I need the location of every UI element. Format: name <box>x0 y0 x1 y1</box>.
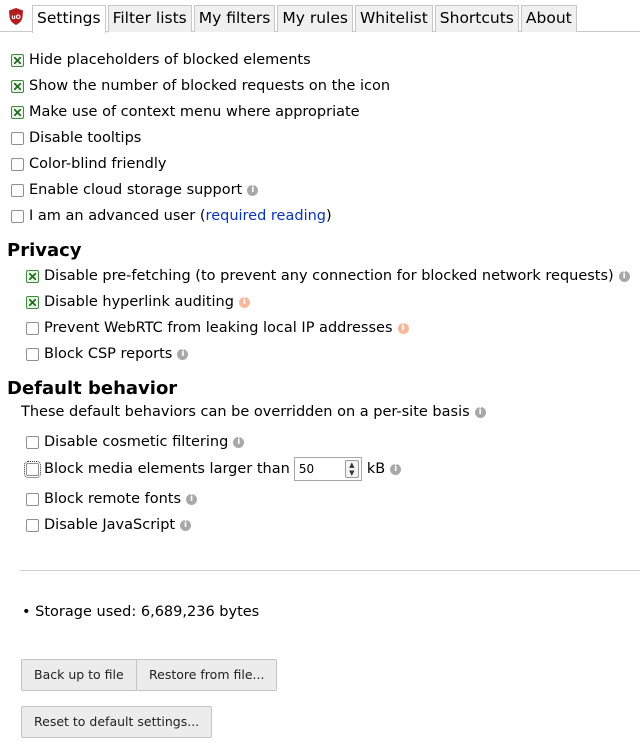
info-icon[interactable]: i <box>390 464 401 475</box>
tab-about[interactable]: About <box>521 5 577 32</box>
setting-label: Color-blind friendly <box>29 156 167 172</box>
setting-label: Enable cloud storage support <box>29 182 243 198</box>
setting-javascript <box>26 515 191 535</box>
disable-tooltips-checkbox[interactable] <box>11 132 24 145</box>
reset-button[interactable]: Reset to default settings... <box>21 706 212 738</box>
tab-settings[interactable]: Settings <box>32 5 106 33</box>
csp-reports-checkbox[interactable] <box>26 348 39 361</box>
setting-label: Disable cosmetic filtering <box>44 434 229 450</box>
media-size-unit: kB <box>366 461 386 477</box>
section-divider <box>20 570 640 571</box>
required-reading-link[interactable]: required reading <box>205 208 326 224</box>
cosmetic-filtering-checkbox[interactable] <box>26 436 39 449</box>
setting-label: Block media elements larger than <box>44 461 290 477</box>
spinner-control[interactable] <box>345 460 359 478</box>
setting-label: Disable hyperlink auditing <box>44 294 234 310</box>
tab-filter-lists[interactable]: Filter lists <box>108 5 192 32</box>
default-behavior-note <box>21 404 486 420</box>
backup-button[interactable]: Back up to file <box>21 659 137 691</box>
setting-label: Disable pre-fetching (to prevent any connection for blocked network requests) <box>44 268 614 284</box>
tab-my-filters[interactable]: My filters <box>194 5 276 32</box>
info-icon[interactable]: i <box>233 437 244 448</box>
warning-info-icon[interactable]: i <box>398 323 409 334</box>
setting-label: Block CSP reports <box>44 346 173 362</box>
setting-label: Disable tooltips <box>29 130 142 146</box>
tab-my-rules[interactable]: My rules <box>277 5 353 32</box>
spinner-down-icon[interactable]: ▼ <box>349 468 355 477</box>
webrtc-checkbox[interactable] <box>26 322 39 335</box>
setting-disable-tooltips <box>11 128 141 148</box>
advanced-user-checkbox[interactable] <box>11 210 24 223</box>
info-icon[interactable]: i <box>180 520 191 531</box>
remote-fonts-checkbox[interactable] <box>26 493 39 506</box>
info-icon[interactable]: i <box>186 494 197 505</box>
setting-cloud-storage <box>11 180 258 200</box>
context-menu-checkbox[interactable] <box>11 106 24 119</box>
privacy-heading: Privacy <box>7 240 82 261</box>
media-size-value: 50 <box>298 462 315 476</box>
setting-label: Show the number of blocked requests on the icon <box>29 78 391 94</box>
show-blocked-count-checkbox[interactable] <box>11 80 24 93</box>
setting-color-blind <box>11 154 166 174</box>
disable-prefetching-checkbox[interactable] <box>26 270 39 283</box>
cloud-storage-checkbox[interactable] <box>11 184 24 197</box>
svg-text:uO: uO <box>11 14 21 21</box>
tab-shortcuts[interactable]: Shortcuts <box>435 5 519 32</box>
setting-label: Block remote fonts <box>44 491 182 507</box>
setting-label-suffix: ) <box>326 208 332 224</box>
setting-cosmetic-filtering <box>26 432 244 452</box>
setting-hyperlink-auditing <box>26 292 250 312</box>
setting-webrtc <box>26 318 409 338</box>
setting-remote-fonts <box>26 489 197 509</box>
setting-label: I am an advanced user ( <box>29 208 206 224</box>
warning-info-icon[interactable]: i <box>239 297 250 308</box>
ublock-shield-icon <box>8 8 24 25</box>
setting-label: Make use of context menu where appropriate <box>29 104 360 120</box>
setting-label: Hide placeholders of blocked elements <box>29 52 311 68</box>
bullet-icon: • <box>22 604 31 620</box>
storage-used <box>22 604 259 620</box>
info-icon[interactable]: i <box>619 271 630 282</box>
spinner-up-icon[interactable]: ▲ <box>349 460 355 469</box>
restore-button[interactable]: Restore from file... <box>136 659 277 691</box>
tab-bar <box>0 0 640 32</box>
setting-hide-placeholders <box>11 50 311 70</box>
setting-show-blocked-count <box>11 76 390 96</box>
note-text: These default behaviors can be overridden on a per-site basis <box>21 404 470 420</box>
setting-block-media <box>26 456 401 482</box>
javascript-checkbox[interactable] <box>26 519 39 532</box>
setting-context-menu <box>11 102 360 122</box>
setting-advanced-user <box>11 206 332 226</box>
block-media-checkbox[interactable] <box>26 463 39 476</box>
setting-csp-reports <box>26 344 188 364</box>
setting-label: Disable JavaScript <box>44 517 176 533</box>
storage-used-text: Storage used: 6,689,236 bytes <box>35 604 260 620</box>
setting-label: Prevent WebRTC from leaking local IP addresses <box>44 320 393 336</box>
hide-placeholders-checkbox[interactable] <box>11 54 24 67</box>
info-icon[interactable]: i <box>247 185 258 196</box>
media-size-input[interactable] <box>294 457 362 481</box>
hyperlink-auditing-checkbox[interactable] <box>26 296 39 309</box>
info-icon[interactable]: i <box>177 349 188 360</box>
tab-whitelist[interactable]: Whitelist <box>355 5 433 32</box>
info-icon[interactable]: i <box>475 407 486 418</box>
color-blind-checkbox[interactable] <box>11 158 24 171</box>
setting-disable-prefetching <box>26 266 630 286</box>
default-behavior-heading: Default behavior <box>7 378 178 399</box>
